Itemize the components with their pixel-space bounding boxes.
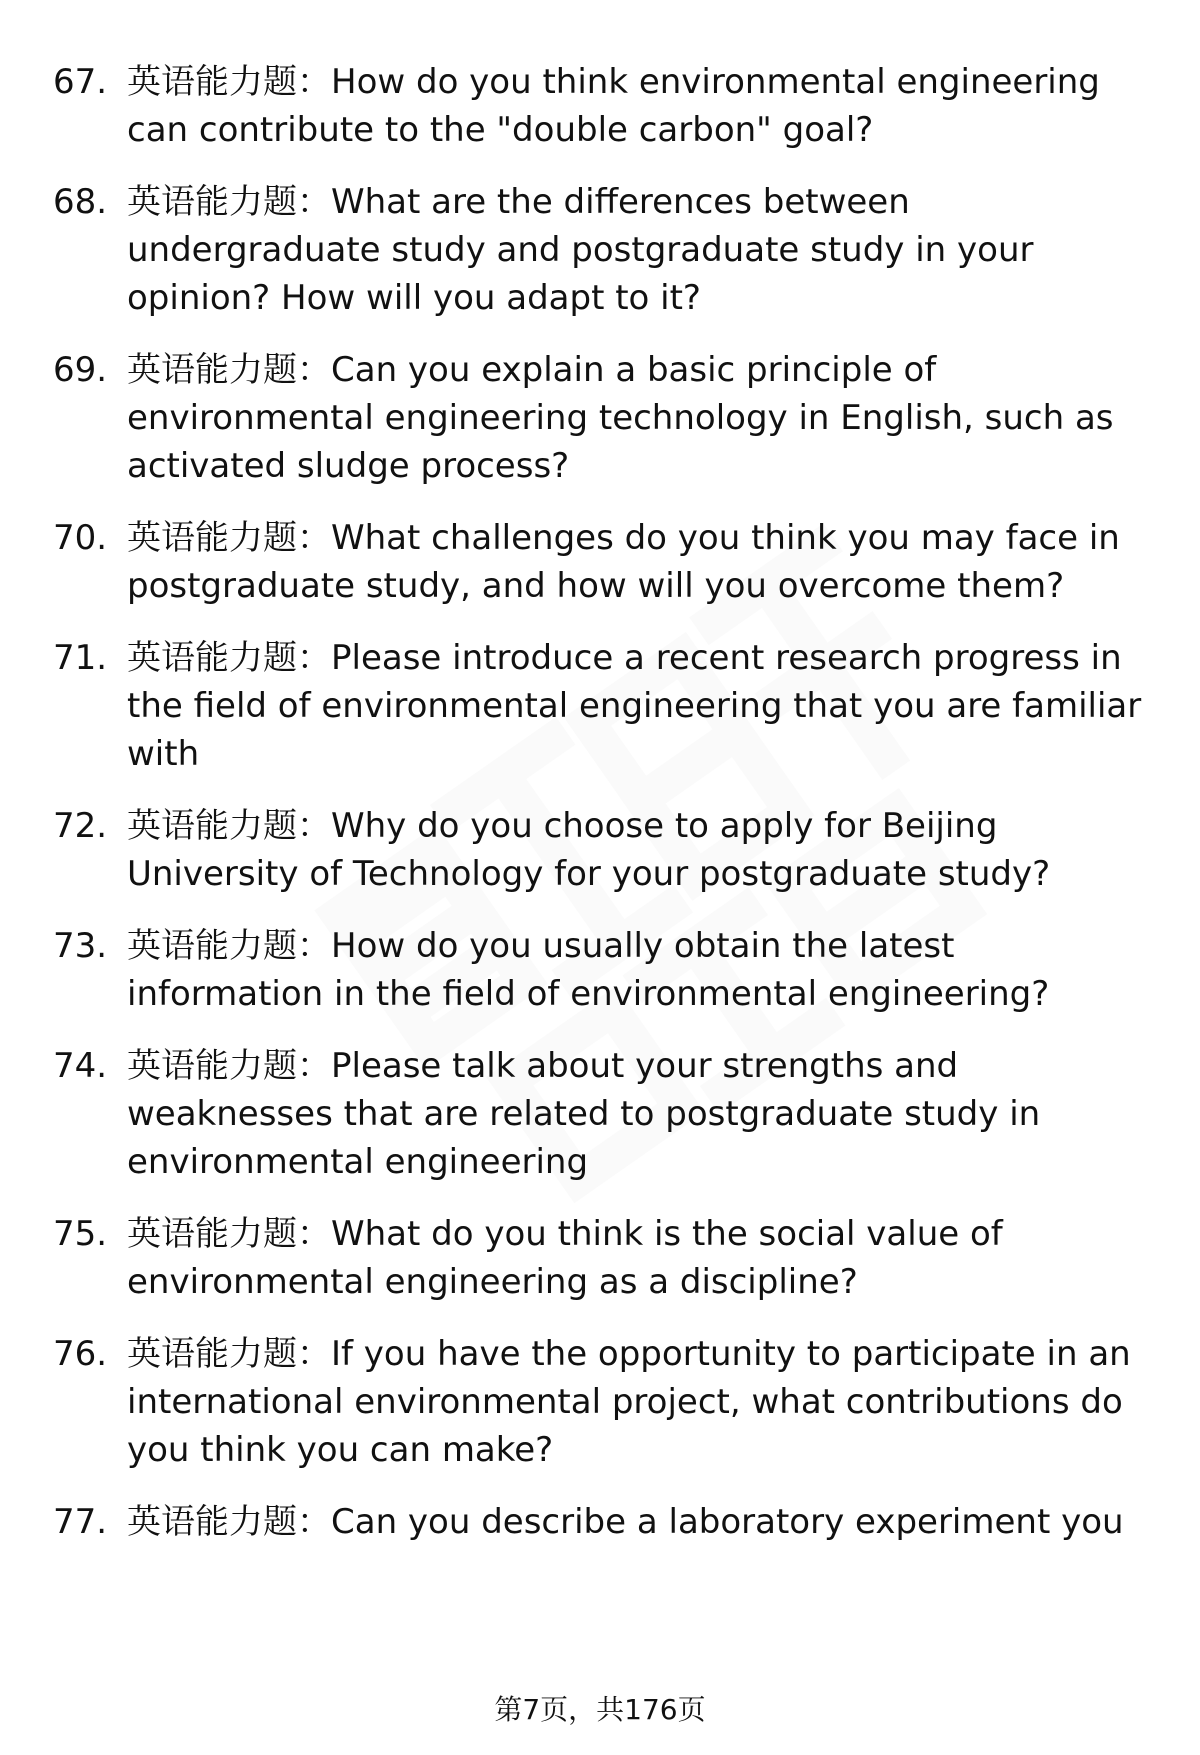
question-number: 76. xyxy=(53,1334,108,1374)
question-item-75 xyxy=(0,1210,1200,1306)
question-number: 68. xyxy=(53,182,108,222)
question-body xyxy=(127,1042,1160,1186)
question-text: How do you think environmental engineering can contribute to the "double carbon" goal? xyxy=(127,62,1100,150)
question-number: 75. xyxy=(53,1214,108,1254)
question-item-74 xyxy=(0,1042,1200,1186)
question-label: 英语能力题： xyxy=(127,638,331,678)
question-number: 72. xyxy=(53,806,108,846)
question-label: 英语能力题： xyxy=(127,1214,331,1254)
question-label: 英语能力题： xyxy=(127,926,331,966)
question-body xyxy=(127,802,1160,898)
question-number: 69. xyxy=(53,350,108,390)
question-body xyxy=(127,514,1160,610)
question-label: 英语能力题： xyxy=(127,62,331,102)
question-item-77 xyxy=(0,1498,1200,1546)
question-body xyxy=(127,1210,1160,1306)
question-number: 77. xyxy=(53,1502,108,1542)
question-list xyxy=(0,58,1200,1570)
question-text: What do you think is the social value of environmental engineering as a discipline? xyxy=(127,1214,1003,1302)
question-text: Please talk about your strengths and weaknesses that are related to postgraduate study in environmental engineering xyxy=(127,1046,1041,1182)
question-item-67 xyxy=(0,58,1200,154)
question-item-73 xyxy=(0,922,1200,1018)
question-number: 70. xyxy=(53,518,108,558)
question-item-76 xyxy=(0,1330,1200,1474)
question-item-72 xyxy=(0,802,1200,898)
question-label: 英语能力题： xyxy=(127,1046,331,1086)
question-number: 74. xyxy=(53,1046,108,1086)
question-label: 英语能力题： xyxy=(127,518,331,558)
question-body xyxy=(127,1330,1160,1474)
question-label: 英语能力题： xyxy=(127,806,331,846)
question-body xyxy=(127,634,1160,778)
question-label: 英语能力题： xyxy=(127,1334,331,1374)
question-label: 英语能力题： xyxy=(127,350,331,390)
question-number: 67. xyxy=(53,62,108,102)
question-label: 英语能力题： xyxy=(127,182,331,222)
question-label: 英语能力题： xyxy=(127,1502,331,1542)
question-number: 71. xyxy=(53,638,108,678)
question-text: Please introduce a recent research progress in the field of environmental engineering that you are familiar with xyxy=(127,638,1142,774)
page-footer: 第7页，共176页 xyxy=(494,1693,706,1726)
question-body xyxy=(127,178,1160,322)
question-text: If you have the opportunity to participate in an international environmental project, what contributions do you think you can make? xyxy=(127,1334,1131,1470)
question-number: 73. xyxy=(53,926,108,966)
question-body xyxy=(127,922,1160,1018)
question-text: Why do you choose to apply for Beijing University of Technology for your postgraduate study? xyxy=(127,806,1051,894)
question-text: What are the differences between undergraduate study and postgraduate study in your opinion? How will you adapt to it? xyxy=(127,182,1034,318)
question-item-70 xyxy=(0,514,1200,610)
question-body xyxy=(127,1498,1160,1546)
question-text: Can you explain a basic principle of environmental engineering technology in English, such as activated sludge process? xyxy=(127,350,1114,486)
question-item-68 xyxy=(0,178,1200,322)
question-text: Can you describe a laboratory experiment you xyxy=(331,1502,1124,1542)
question-text: What challenges do you think you may face in postgraduate study, and how will you overcome them? xyxy=(127,518,1120,606)
question-body xyxy=(127,58,1160,154)
question-item-71 xyxy=(0,634,1200,778)
question-text: How do you usually obtain the latest information in the field of environmental engineering? xyxy=(127,926,1050,1014)
question-item-69 xyxy=(0,346,1200,490)
question-body xyxy=(127,346,1160,490)
